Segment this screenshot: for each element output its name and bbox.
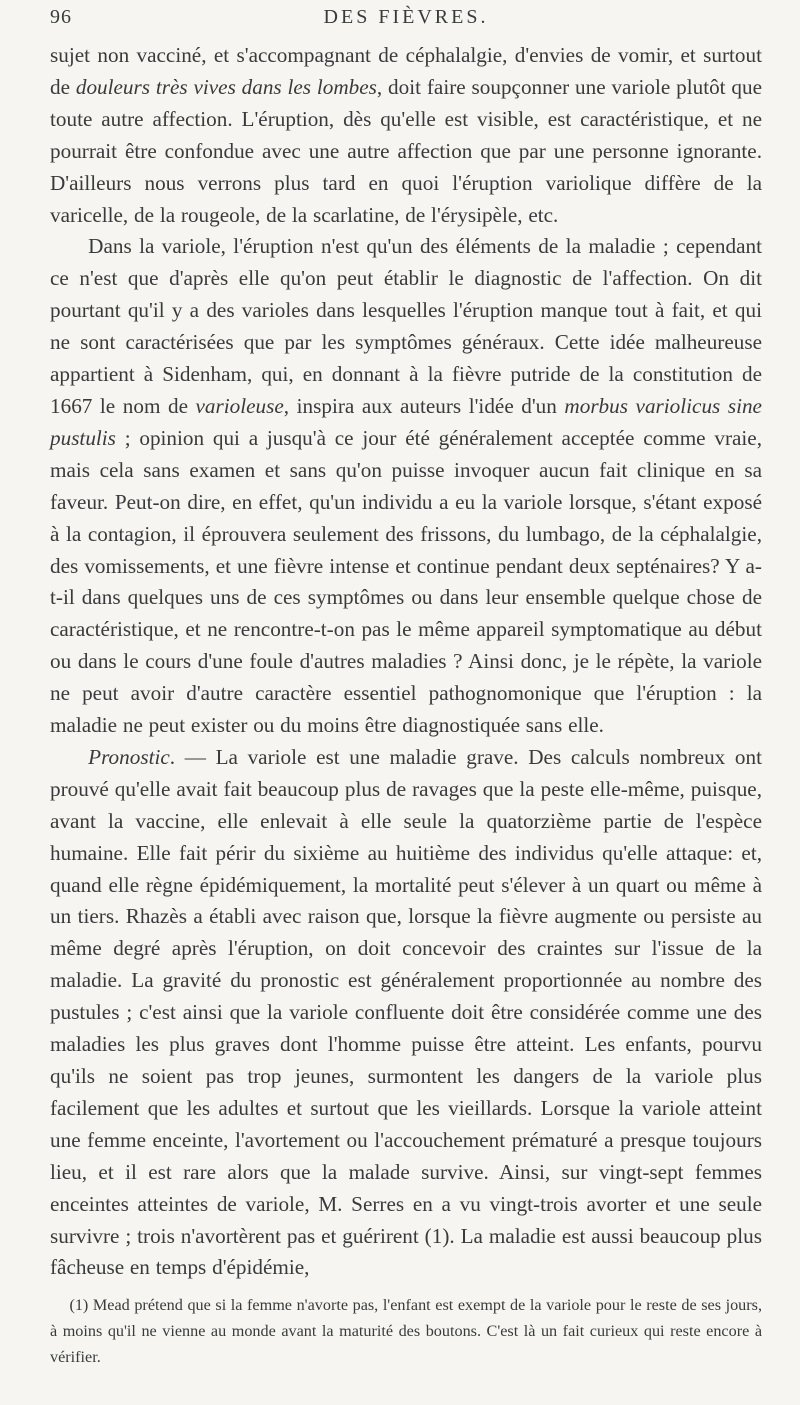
body-text	[50, 40, 762, 1284]
page-number: 96	[50, 6, 72, 28]
italic-text: Pronostic	[88, 744, 170, 769]
italic-text: morbus variolicus sine pustulis	[50, 393, 762, 450]
italic-text: douleurs très vives dans les lombes	[75, 74, 377, 99]
paragraph	[50, 742, 762, 1284]
italic-text: varioleuse	[195, 393, 284, 418]
text-run: Dans la variole, l'éruption n'est qu'un des éléments de la maladie ; cependant ce n'est que d'après elle qu'on peut établir le diagnostic de l'affection. On dit pourtant qu'il y a des varioles dans lesquelles l'éruption manque tout à fait, et qui ne sont caractérisées que par les symptômes généraux. Cette idée malheureuse appartient à Sidenham, qui, en donnant à la fièvre putride de la constitution de 1667 le nom de	[50, 234, 762, 418]
text-run: , doit faire soupçonner une variole plutôt que toute autre affection. L'éruption, dès qu'elle est visible, est caractéristique, et ne pourrait être confondue avec une autre affection que par une personne ignorante. D'ailleurs nous verrons plus tard en quoi l'éruption variolique diffère de la varicelle, de la rougeole, de la scarlatine, de l'érysipèle, etc.	[50, 74, 762, 227]
footnote	[50, 1292, 762, 1370]
text-run: ; opinion qui a jusqu'à ce jour été généralement acceptée comme vraie, mais cela sans examen et sans qu'on puisse invoquer aucun fait clinique en sa faveur. Peut-on dire, en effet, qu'un individu a eu la variole lorsque, s'étant exposé à la contagion, il éprouvera seulement des frissons, du lumbago, de la céphalalgie, des vomissements, et une fièvre intense et continue pendant deux septénaires? Y a-t-il dans quelques uns de ces symptômes ou dans leur ensemble quelque chose de caractéristique, et ne rencontre-t-on pas le même appareil symptomatique au début ou dans le cours d'une foule d'autres maladies ? Ainsi donc, je le répète, la variole ne peut avoir d'autre caractère essentiel pathognomonique que l'éruption : la maladie ne peut exister ou du moins être diagnostiquée sans elle.	[50, 425, 762, 738]
text-run: , inspira aux auteurs l'idée d'un	[283, 393, 565, 418]
text-run: sujet non vacciné, et s'accompagnant de céphalalgie, d'envies de vomir, et surtout de	[50, 43, 762, 99]
running-title: DES FIÈVRES.	[323, 6, 489, 28]
paragraph	[50, 40, 762, 231]
page-header	[50, 6, 762, 40]
footnote-text: (1) Mead prétend que si la femme n'avorte pas, l'enfant est exempt de la variole pour le reste de ses jours, à moins qu'il ne vienne au monde avant la maturité des boutons. C'est là un fait curieux qui reste encore à vérifier.	[50, 1296, 762, 1367]
paragraph	[50, 231, 762, 742]
text-run: . — La variole est une maladie grave. Des calculs nombreux ont prouvé qu'elle avait fait beaucoup plus de ravages que la peste elle-même, puisque, avant la vaccine, elle enlevait à elle seule la quatorzième partie de l'espèce humaine. Elle fait périr du sixième au huitième des individus qu'elle attaque: et, quand elle règne épidémiquement, la mortalité peut s'élever à un quart ou même à un tiers. Rhazès a établi avec raison que, lorsque la fièvre augmente ou persiste au même degré après l'éruption, on doit concevoir des craintes sur l'issue de la maladie. La gravité du pronostic est généralement proportionnée au nombre des pustules ; c'est ainsi que la variole confluente doit être considérée comme une des maladies les plus graves dont l'homme puisse être atteint. Les enfants, pourvu qu'ils ne soient pas trop jeunes, surmontent les dangers de la variole plus facilement que les adultes et surtout que les vieillards. Lorsque la variole atteint une femme enceinte, l'avortement ou l'accouchement prématuré a presque toujours lieu, et il est rare alors que la malade survive. Ainsi, sur vingt-sept femmes enceintes atteintes de variole, M. Serres en a vu vingt-trois avorter et une seule survivre ; trois n'avortèrent pas et guérirent (1). La maladie est aussi beaucoup plus fâcheuse en temps d'épidémie,	[50, 744, 762, 1280]
